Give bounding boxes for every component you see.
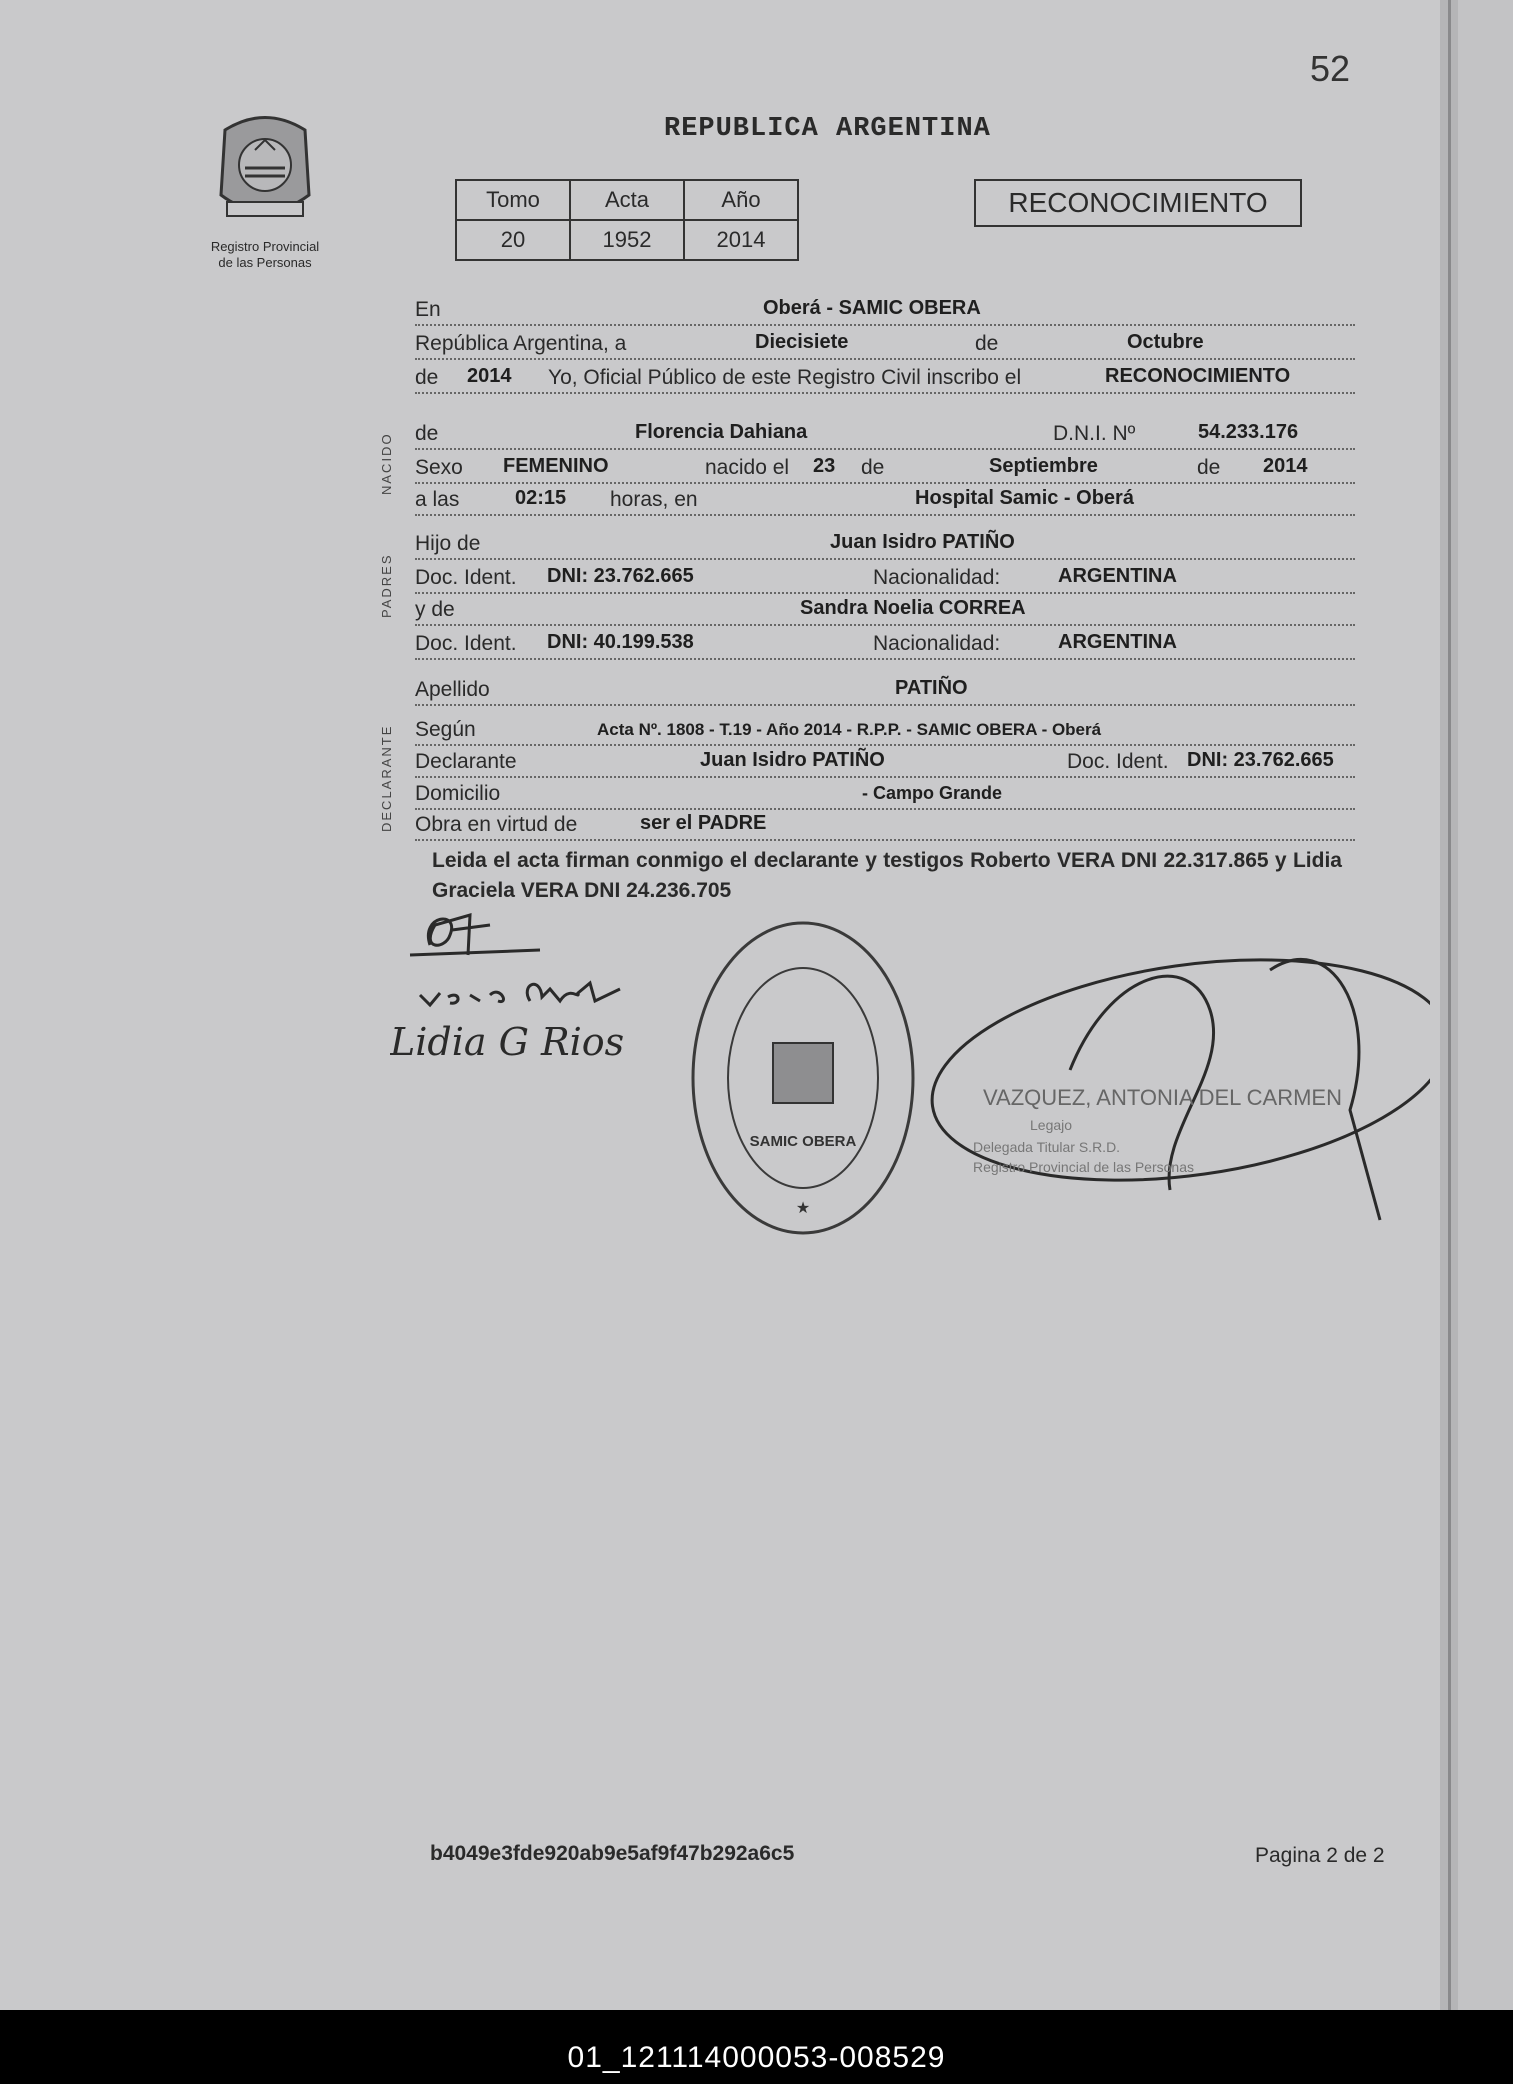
seal-caption-line2: de las Personas: [218, 255, 312, 270]
docident2-label: Doc. Ident.: [415, 632, 517, 655]
form-row-padre-doc: [415, 558, 1355, 594]
table-cell-acta: 1952: [570, 220, 684, 260]
table-header-tomo: Tomo: [456, 180, 570, 220]
declarante-label: Declarante: [415, 750, 517, 773]
sexo-value: FEMENINO: [503, 455, 609, 477]
svg-text:★: ★: [795, 1200, 811, 1217]
table-cell-tomo: 20: [456, 220, 570, 260]
side-label-nacido: NACIDO: [379, 432, 394, 495]
dni-label: D.N.I. Nº: [1053, 422, 1136, 445]
official-stamp-line2: Legajo: [1030, 1117, 1073, 1133]
official-signature: [910, 890, 1430, 1250]
padre-nac-value: ARGENTINA: [1058, 565, 1177, 587]
nac2-label: Nacionalidad:: [873, 632, 1001, 655]
de5-label: de: [1197, 456, 1221, 479]
declarante-doc-value: DNI: 23.762.665: [1187, 749, 1334, 771]
table-header-acta: Acta: [570, 180, 684, 220]
form-row-fecha: [415, 324, 1355, 360]
registry-stamp: [688, 918, 918, 1238]
segun-value: Acta Nº. 1808 - T.19 - Año 2014 - R.P.P. - SAMIC OBERA - Oberá: [597, 720, 1102, 739]
page-indicator: Pagina 2 de 2: [1255, 1844, 1385, 1867]
nac-mes-value: Septiembre: [989, 455, 1098, 477]
nac-anio-value: 2014: [1263, 455, 1308, 477]
sexo-label: Sexo: [415, 456, 463, 479]
form-row-nombre: [415, 414, 1355, 450]
padre-doc-value: DNI: 23.762.665: [547, 565, 694, 587]
page-number: 52: [1310, 48, 1351, 89]
handwritten-line3: Lidia G Rios: [390, 1020, 625, 1064]
madre-nac-value: ARGENTINA: [1058, 631, 1177, 653]
nacido-label: nacido el: [705, 456, 790, 479]
hora-value: 02:15: [515, 487, 567, 509]
official-stamp-name: VAZQUEZ, ANTONIA DEL CARMEN: [983, 1085, 1342, 1110]
nac-dia-value: 23: [813, 455, 836, 477]
side-label-declarante: DECLARANTE: [379, 724, 394, 832]
de3-label: de: [415, 422, 439, 445]
form-row-declarante: [415, 742, 1355, 778]
form-row-sexo: [415, 448, 1355, 484]
official-stamp-line3: Delegada Titular S.R.D.: [973, 1139, 1121, 1155]
next-page-edge: [1458, 0, 1513, 2010]
province-seal-icon: [205, 110, 325, 230]
form-row-hora: [415, 480, 1355, 516]
form-row-apellido: [415, 670, 1355, 706]
docident3-label: Doc. Ident.: [1067, 750, 1169, 773]
declarante-value: Juan Isidro PATIÑO: [700, 749, 885, 771]
obra-label: Obra en virtud de: [415, 813, 578, 836]
form-row-madre-doc: [415, 624, 1355, 660]
yde-label: y de: [415, 598, 455, 621]
docident1-label: Doc. Ident.: [415, 566, 517, 589]
apellido-value: PATIÑO: [895, 677, 968, 699]
domicilio-value: - Campo Grande: [862, 783, 1003, 803]
padre-value: Juan Isidro PATIÑO: [830, 531, 1015, 553]
alas-label: a las: [415, 488, 460, 511]
document-hash: b4049e3fde920ab9e5af9f47b292a6c5: [430, 1842, 795, 1865]
form-row-segun: [415, 710, 1355, 746]
hijo-label: Hijo de: [415, 532, 481, 555]
anio-value: 2014: [467, 365, 512, 387]
dni-value: 54.233.176: [1198, 421, 1299, 443]
closing-paragraph: Leida el acta firman conmigo el declarante y testigos Roberto VERA DNI 22.317.865 y Lidia Graciela VERA DNI 24.236.705: [432, 849, 1342, 902]
de2-label: de: [415, 366, 439, 389]
en-value: Oberá - SAMIC OBERA: [763, 297, 981, 319]
form-row-inscribo: [415, 358, 1355, 394]
en-label: En: [415, 298, 441, 321]
nac1-label: Nacionalidad:: [873, 566, 1001, 589]
republica-label: República Argentina, a: [415, 332, 627, 355]
witness-signatures: [390, 905, 650, 1085]
dia-value: Diecisiete: [755, 331, 849, 353]
segun-label: Según: [415, 718, 476, 741]
table-cell-anio: 2014: [684, 220, 798, 260]
side-label-padres: PADRES: [379, 553, 394, 618]
scan-label: 01_121114000053-008529: [567, 2041, 946, 2074]
obra-value: ser el PADRE: [640, 812, 767, 834]
madre-value: Sandra Noelia CORREA: [800, 597, 1026, 619]
form-row-madre: [415, 590, 1355, 626]
apellido-label: Apellido: [415, 678, 490, 701]
form-row-en: [415, 290, 1355, 326]
official-stamp-line4: Registro Provincial de las Personas: [973, 1159, 1194, 1175]
de4-label: de: [861, 456, 885, 479]
document-title: REPUBLICA ARGENTINA: [664, 114, 991, 144]
seal-caption: [175, 239, 355, 271]
mes-value: Octubre: [1127, 331, 1204, 353]
inscribo-label: Yo, Oficial Público de este Registro Civil inscribo el: [548, 366, 1022, 389]
domicilio-label: Domicilio: [415, 782, 501, 805]
stamp-inner-text: SAMIC OBERA: [749, 1133, 857, 1150]
record-table: [455, 179, 799, 261]
de1-label: de: [975, 332, 999, 355]
form-row-padre: [415, 524, 1355, 560]
inscribo-value: RECONOCIMIENTO: [1105, 365, 1291, 387]
table-header-anio: Año: [684, 180, 798, 220]
page-fold: [1448, 0, 1451, 2010]
adjacent-page-edge: [1440, 0, 1513, 2010]
seal-caption-line1: Registro Provincial: [210, 239, 320, 254]
lugar-value: Hospital Samic - Oberá: [915, 487, 1134, 509]
nombre-value: Florencia Dahiana: [635, 421, 808, 443]
madre-doc-value: DNI: 40.199.538: [547, 631, 694, 653]
horas-label: horas, en: [610, 488, 698, 511]
record-type-box: RECONOCIMIENTO: [974, 179, 1302, 227]
form-row-obra: [415, 805, 1355, 841]
